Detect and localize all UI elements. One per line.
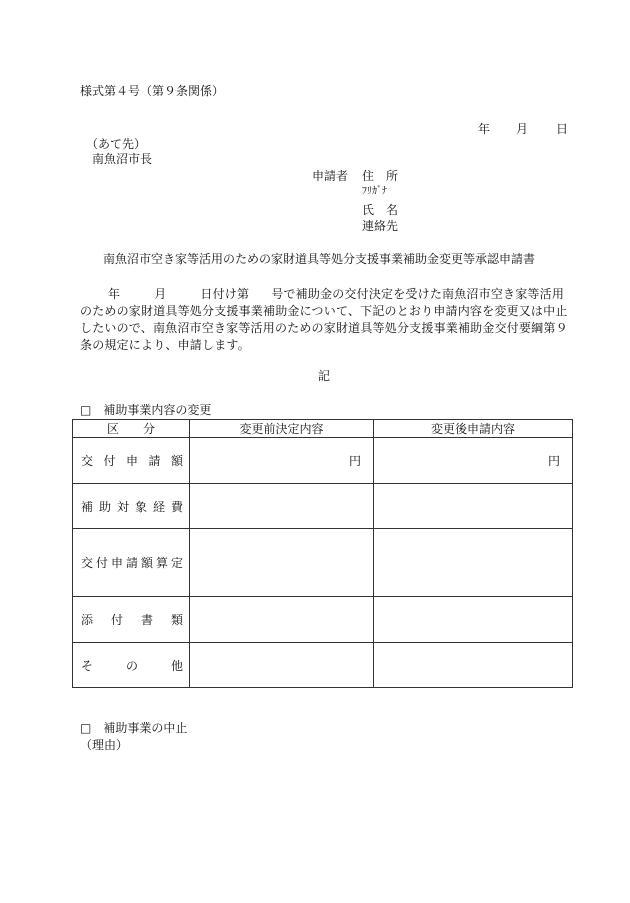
section-cancel-checkbox[interactable]: □ [80,721,92,735]
section-cancel [80,721,187,736]
document-title: 南魚沼市空き家等活用のための家財道具等処分支援事業補助金変更等承認申請書 [103,252,536,266]
table-row [73,484,573,529]
row-category: 交付申請額算定 [73,529,190,597]
after-cell[interactable] [374,643,573,688]
table-row [73,643,573,688]
before-cell[interactable] [190,529,374,597]
after-cell[interactable] [374,484,573,529]
change-table [72,419,573,688]
section-change-checkbox[interactable]: □ [80,403,92,417]
section-change-label: 補助事業内容の変更 [103,403,212,417]
applicant-furigana-label: ﾌﾘｶﾞﾅ [362,186,387,197]
before-cell[interactable]: 円 [190,438,374,484]
before-cell[interactable] [190,597,374,643]
after-cell[interactable] [374,597,573,643]
section-cancel-label: 補助事業の中止 [103,721,188,735]
table-header-row [73,420,573,438]
date-month: 月 [516,122,529,136]
row-category: 交付申請額 [73,438,190,484]
date-year: 年 [478,122,491,136]
header-after: 変更後申請内容 [374,420,573,438]
applicant-contact-label: 連絡先 [362,219,399,233]
row-category: 補助対象経費 [73,484,190,529]
applicant-label: 申請者 [312,169,349,183]
applicant-name-label: 氏 名 [362,203,399,217]
form-number: 様式第４号（第９条関係） [80,84,225,98]
ki-heading: 記 [318,369,331,383]
cancel-reason-label: （理由） [80,738,129,752]
applicant-address-label: 住 所 [362,169,399,183]
before-cell[interactable] [190,484,374,529]
after-cell[interactable]: 円 [374,438,573,484]
addressee-name: 南魚沼市長 [92,152,153,166]
before-cell[interactable] [190,643,374,688]
body-day-number: 日付け第 [200,287,250,301]
table-row [73,438,573,484]
table-row [73,597,573,643]
body-paragraph [80,286,572,354]
table-row [73,529,573,597]
section-change [80,403,211,418]
after-cell[interactable] [374,529,573,597]
body-rest: 号で補助金の交付決定を受けた南魚沼市空き家等活用のための家財道具等処分支援事業補助金について、下記のとおり申請内容を変更又は中止したいので、南魚沼市空き家等活用のための家財道具等処分支援事業補助金交付要綱第９条の規定により、申請します。 [80,287,568,352]
date-day: 日 [556,122,569,136]
header-category: 区 分 [73,420,190,438]
row-category: 添付書類 [73,597,190,643]
row-category: その他 [73,643,190,688]
addressee-prefix: （あて先） [86,137,147,151]
header-before: 変更前決定内容 [190,420,374,438]
body-month: 月 [154,287,167,301]
body-year: 年 [108,287,121,301]
